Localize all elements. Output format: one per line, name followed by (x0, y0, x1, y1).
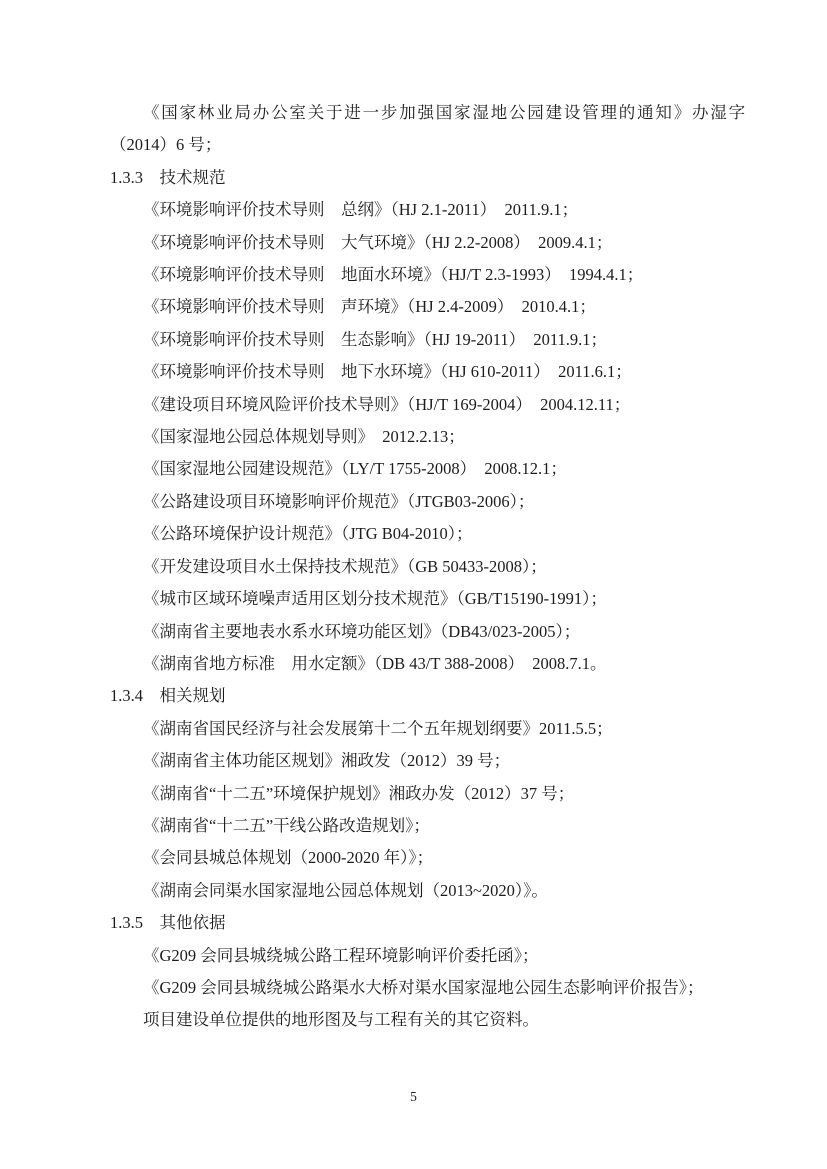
text-line: 《湖南省国民经济与社会发展第十二个五年规划纲要》2011.5.5； (143, 718, 613, 738)
text-line: 《环境影响评价技术导则 地下水环境》（HJ 610-2011） 2011.6.1； (143, 362, 632, 382)
text-line: 《湖南会同渠水国家湿地公园总体规划（2013~2020）》。 (143, 880, 548, 900)
section-heading: 1.3.3 技术规范 (110, 167, 226, 187)
text-line: 《城市区域环境噪声适用区划分技术规范》（GB/T15190-1991）； (143, 589, 607, 609)
text-line: 《公路建设项目环境影响评价规范》（JTGB03-2006）； (143, 491, 535, 511)
page-number: 5 (410, 1089, 417, 1104)
text-line: 《湖南省“十二五”干线公路改造规划》； (143, 815, 430, 835)
text-line: 《G209 会同县城绕城公路工程环境影响评价委托函》； (143, 945, 539, 965)
section-heading: 1.3.4 相关规划 (110, 686, 226, 706)
text-line: 项目建设单位提供的地形图及与工程有关的其它资料。 (143, 1010, 539, 1030)
section-heading: 1.3.5 其他依据 (110, 913, 226, 933)
text-line: 《国家湿地公园总体规划导则》 2012.2.13； (143, 427, 465, 447)
text-line: 《环境影响评价技术导则 声环境》（HJ 2.4-2009） 2010.4.1； (143, 297, 596, 317)
text-line: 《G209 会同县城绕城公路渠水大桥对渠水国家湿地公园生态影响评价报告》； (143, 977, 704, 997)
document-content (110, 97, 747, 1037)
text-line: 《会同县城总体规划（2000-2020 年）》； (143, 848, 434, 868)
text-line: 《国家林业局办公室关于进一步加强国家湿地公园建设管理的通知》办湿字 (143, 103, 747, 122)
text-line: 《公路环境保护设计规范》（JTG B04-2010）； (143, 524, 473, 544)
text-line: 《建设项目环境风险评价技术导则》（HJ/T 169-2004） 2004.12.11； (143, 394, 631, 414)
text-line: 《开发建设项目水土保持技术规范》（GB 50433-2008）； (143, 556, 547, 576)
text-line: 《湖南省“十二五”环境保护规划》湘政办发（2012）37 号； (143, 783, 575, 803)
text-line: 《湖南省地方标准 用水定额》（DB 43/T 388-2008） 2008.7.1。 (143, 653, 607, 673)
text-line: 《环境影响评价技术导则 生态影响》（HJ 19-2011） 2011.9.1； (143, 329, 607, 349)
text-line: 《环境影响评价技术导则 地面水环境》（HJ/T 2.3-1993） 1994.4.1； (143, 265, 644, 285)
text-line: 《国家湿地公园建设规范》（LY/T 1755-2008） 2008.12.1； (143, 459, 567, 479)
text-line: 《环境影响评价技术导则 大气环境》（HJ 2.2-2008） 2009.4.1； (143, 232, 613, 252)
text-line: 《湖南省主要地表水系水环境功能区划》（DB43/023-2005）； (143, 621, 581, 641)
text-line: 《湖南省主体功能区规划》湘政发（2012）39 号； (143, 751, 511, 771)
text-line: （2014）6 号； (110, 135, 222, 155)
text-line: 《环境影响评价技术导则 总纲》（HJ 2.1-2011） 2011.9.1； (143, 200, 579, 220)
